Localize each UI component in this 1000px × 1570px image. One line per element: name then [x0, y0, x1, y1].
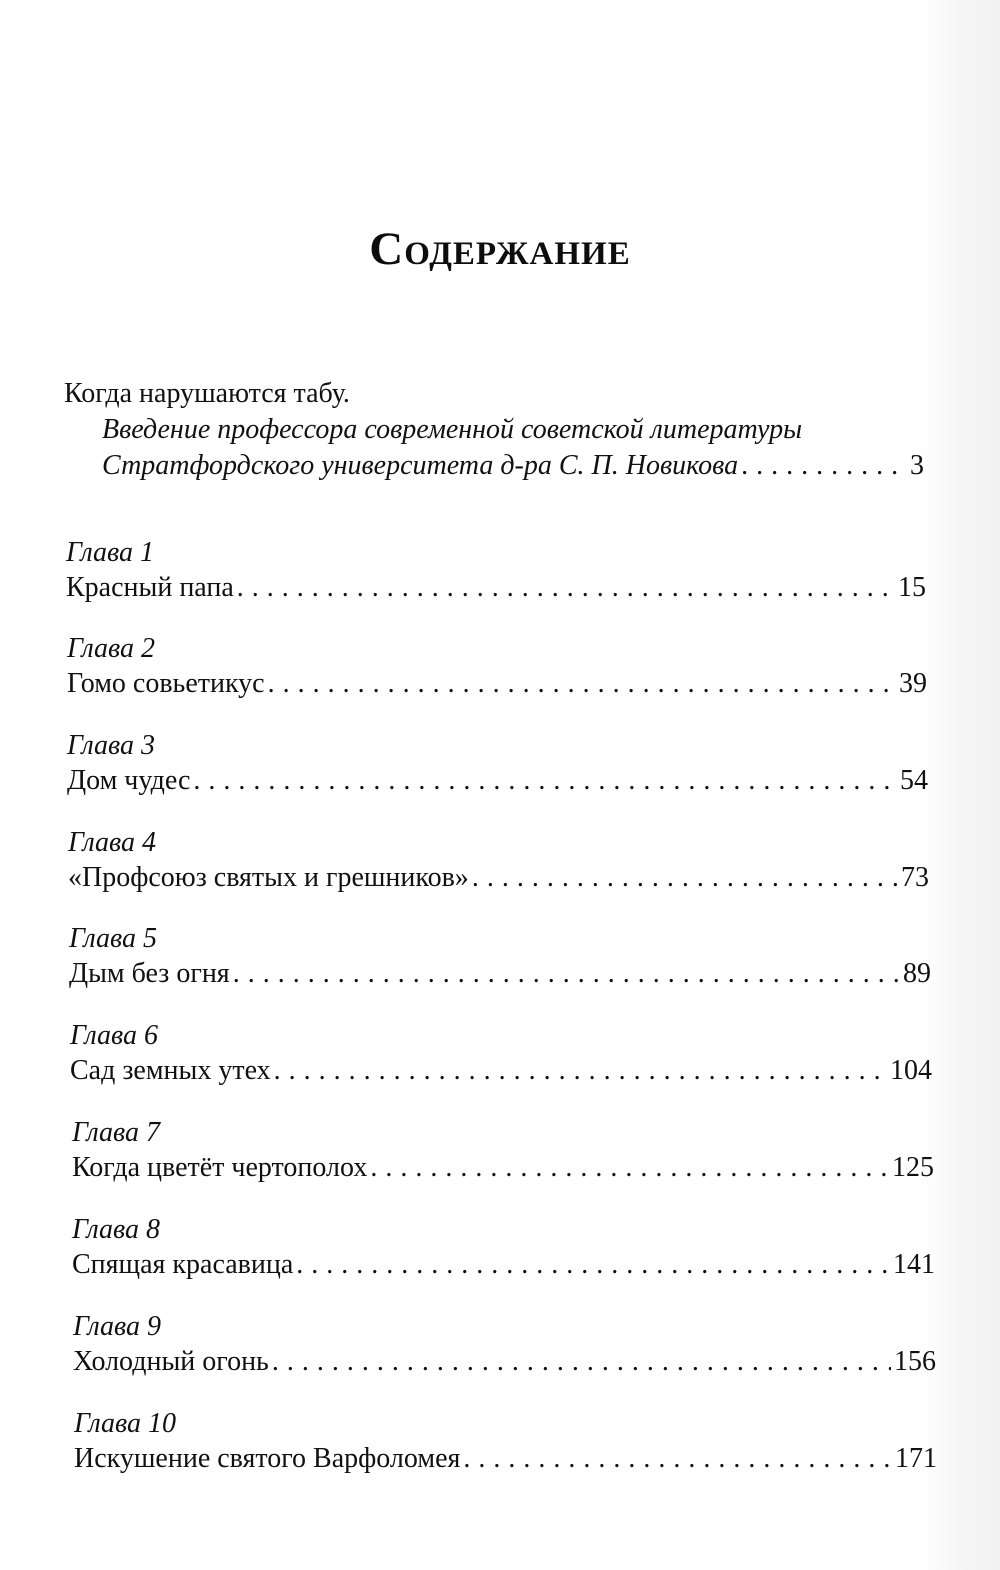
page-number: 104: [890, 1055, 932, 1086]
page-number: 73: [901, 862, 929, 893]
chapter-title: «Профсоюз святых и грешников»: [68, 862, 469, 893]
dot-leader: [272, 1344, 891, 1380]
page-number: 39: [899, 668, 927, 699]
chapter-title: Дом чудес: [67, 765, 191, 796]
intro-subtitle-line1: Введение профессора современной советской литературы: [102, 414, 803, 445]
chapter-label: Глава 3: [67, 730, 155, 761]
chapter-row: [67, 666, 927, 702]
dot-leader: [237, 570, 895, 606]
chapter-row: [73, 1344, 936, 1380]
toc-entry[interactable]: [68, 826, 929, 896]
toc-entry[interactable]: [70, 1019, 932, 1089]
chapter-row: [67, 763, 928, 799]
dot-leader: [463, 1441, 892, 1477]
chapter-title: Дым без огня: [69, 958, 230, 989]
dot-leader: [296, 1247, 890, 1283]
dot-leader: [472, 860, 898, 896]
toc-entry[interactable]: [72, 1213, 935, 1283]
chapter-title: Красный папа: [66, 572, 234, 603]
dot-leader: [268, 666, 896, 702]
chapter-title: Сад земных утех: [70, 1055, 271, 1086]
chapter-row: [72, 1150, 934, 1186]
chapter-title: Искушение святого Варфоломея: [74, 1443, 461, 1474]
page-number: 54: [900, 765, 928, 796]
chapter-label: Глава 9: [73, 1311, 161, 1342]
page-number: 156: [894, 1346, 936, 1377]
chapter-label: Глава 6: [70, 1020, 158, 1051]
toc-entry[interactable]: [74, 1407, 937, 1477]
toc-entry[interactable]: [67, 632, 927, 702]
intro-heading: Когда нарушаются табу.: [64, 378, 350, 409]
chapter-label: Глава 10: [74, 1408, 176, 1439]
page-number: 89: [903, 958, 931, 989]
chapter-row: [74, 1441, 937, 1477]
intro-subtitle-line2: Стратфордского университета д-ра С. П. Новикова: [102, 450, 739, 481]
toc-entry[interactable]: [67, 729, 928, 799]
page-number: 141: [893, 1249, 935, 1280]
dot-leader: [741, 448, 907, 484]
chapter-label: Глава 7: [72, 1117, 160, 1148]
dot-leader: [233, 956, 900, 992]
chapter-title: Холодный огонь: [73, 1346, 269, 1377]
page-number: 15: [898, 572, 926, 603]
chapter-label: Глава 4: [68, 827, 156, 858]
chapter-row: [69, 956, 931, 992]
page-number: 171: [895, 1443, 937, 1474]
page-number: 3: [910, 450, 924, 481]
chapter-label: Глава 2: [67, 633, 155, 664]
chapter-title: Когда цветёт чертополох: [72, 1152, 368, 1183]
chapter-row: [66, 570, 926, 606]
toc-entry[interactable]: [73, 1310, 936, 1380]
toc-entry[interactable]: [69, 922, 931, 992]
chapter-row: [70, 1053, 932, 1089]
dot-leader: [193, 763, 897, 799]
toc-intro-entry[interactable]: [64, 376, 924, 484]
chapter-title: Спящая красавица: [72, 1249, 294, 1280]
chapter-label: Глава 5: [69, 923, 157, 954]
chapter-row: [68, 860, 929, 896]
page-title: Содержание: [369, 223, 631, 275]
chapter-label: Глава 8: [72, 1214, 160, 1245]
chapter-title: Гомо совьетикус: [67, 668, 265, 699]
toc-entry[interactable]: [66, 536, 926, 606]
intro-subtitle-row: [64, 448, 924, 484]
chapter-row: [72, 1247, 935, 1283]
chapter-label: Глава 1: [66, 537, 154, 568]
dot-leader: [370, 1150, 889, 1186]
page-number: 125: [892, 1152, 934, 1183]
dot-leader: [274, 1053, 887, 1089]
toc-entry[interactable]: [72, 1116, 934, 1186]
